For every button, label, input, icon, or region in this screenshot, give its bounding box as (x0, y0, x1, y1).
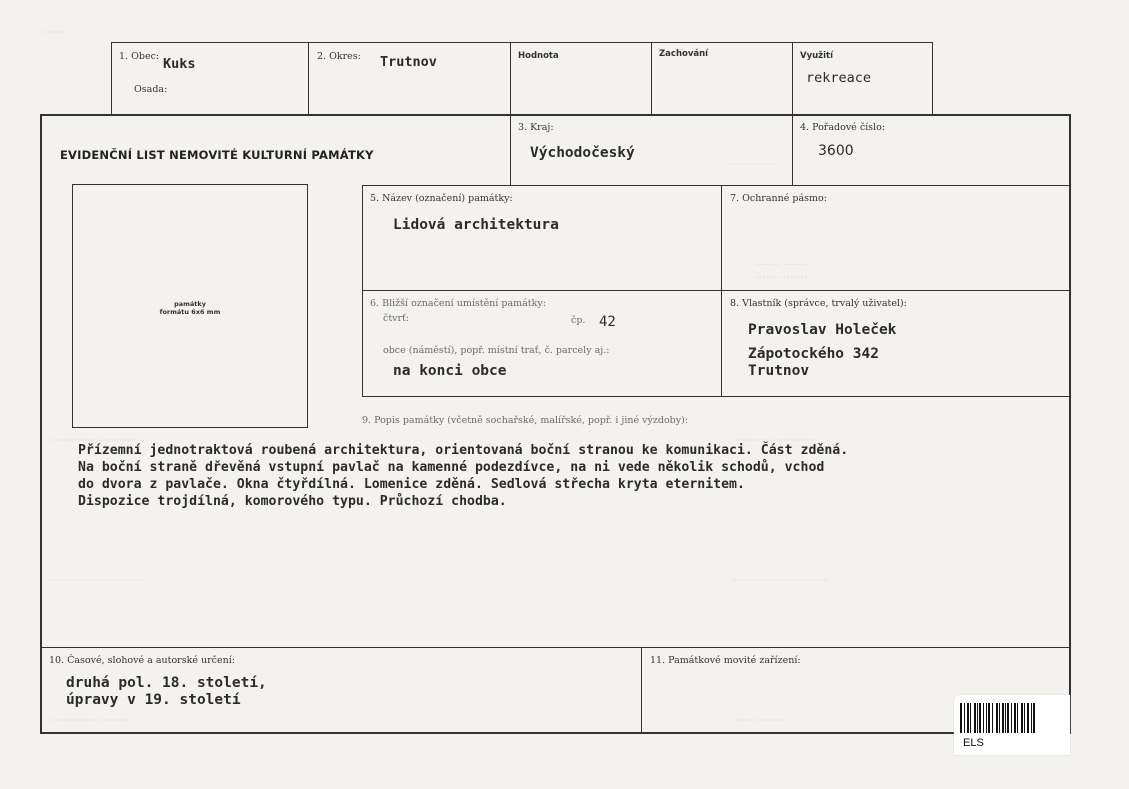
osada-label: Osada: (134, 84, 168, 95)
ochranne-label: 7. Ochranné pásmo: (730, 193, 827, 204)
barcode-label: ELS (963, 737, 984, 749)
ghost-text: ··································· (48, 436, 138, 445)
divider (641, 647, 642, 734)
casove-line1: druhá pol. 18. století, (66, 675, 267, 691)
popis-line: Dispozice trojdílná, komorového typu. Průchozí chodba. (78, 494, 507, 509)
obce-label: obce (náměstí), popř. místní trať, č. parcely aj.: (383, 345, 610, 356)
vlastnik-line3: Trutnov (748, 363, 810, 379)
photo-note-line1: památky (174, 300, 206, 308)
divider (308, 42, 309, 115)
ghost-text: ········· (42, 28, 65, 37)
divider (40, 647, 1071, 648)
obec-label: 1. Obec: (119, 51, 160, 62)
divider (792, 114, 793, 186)
popis-line: Přízemní jednotraktová roubená architektura, orientovaná boční stranou ke komunikaci. Část zděná. (78, 443, 849, 458)
ctvrt-label: čtvrť: (383, 313, 410, 324)
cp-label: čp. (571, 315, 586, 326)
obce-value: na konci obce (393, 363, 507, 379)
ghost-text: ······································· (48, 576, 148, 585)
divider (510, 114, 511, 186)
zachovani-label: Zachování (659, 49, 709, 59)
blizsi-label: 6. Bližší označení umístění památky: (370, 298, 546, 309)
divider (651, 42, 652, 115)
movite-label: 11. Památkové movité zařízení: (650, 655, 801, 666)
obec-value: Kuks (163, 56, 196, 72)
nazev-label: 5. Název (označení) památky: (370, 193, 513, 204)
kraj-label: 3. Kraj: (518, 122, 554, 133)
hodnota-label: Hodnota (518, 51, 559, 61)
popis-label: 9. Popis památky (včetně sochařské, malířské, popř. i jiné výzdoby): (362, 415, 689, 426)
photo-note-line2: formátu 6x6 mm (159, 308, 221, 316)
vlastnik-label: 8. Vlastník (správce, trvalý uživatel): (730, 298, 907, 309)
ghost-text: ······· ······· ······· ······· (755, 258, 808, 284)
form-title: EVIDENČNÍ LIST NEMOVITÉ KULTURNÍ PAMÁTKY (60, 148, 374, 162)
divider (792, 42, 793, 115)
divider (362, 290, 1071, 291)
vlastnik-line2: Zápotockého 342 (748, 346, 879, 362)
casove-line2: úpravy v 19. století (66, 692, 241, 708)
casove-label: 10. Časové, slohové a autorské určení: (49, 655, 235, 666)
barcode-icon (960, 703, 1035, 733)
popis-line: do dvora z pavlače. Okna čtyřdílná. Lomenice zděná. Sedlová střecha kryta eternitem. (78, 477, 745, 492)
ghost-text: ···················· (732, 716, 783, 725)
ghost-text: ······································ (732, 576, 829, 585)
ghost-text: ································· (735, 436, 819, 445)
cp-value: 42 (599, 314, 616, 330)
kraj-value: Východočeský (530, 145, 635, 161)
barcode-sticker (954, 695, 1070, 755)
ghost-text: ··················· (728, 160, 777, 169)
ghost-text: ································· (48, 716, 132, 725)
vlastnik-line1: Pravoslav Holeček (748, 322, 897, 338)
poradove-value: 3600 (818, 143, 854, 159)
poradove-label: 4. Pořadové číslo: (800, 122, 886, 133)
okres-value: Trutnov (380, 54, 437, 70)
popis-line: Na boční straně dřevěná vstupní pavlač na kamenné podezdívce, na ni vede několik schodů, vchod (78, 460, 825, 475)
vyuziti-value: rekreace (806, 70, 872, 86)
divider (721, 185, 722, 397)
vyuziti-label: Využití (800, 51, 834, 61)
photo-note (140, 300, 240, 316)
divider (510, 42, 511, 115)
okres-label: 2. Okres: (317, 51, 361, 62)
nazev-value: Lidová architektura (393, 217, 559, 233)
